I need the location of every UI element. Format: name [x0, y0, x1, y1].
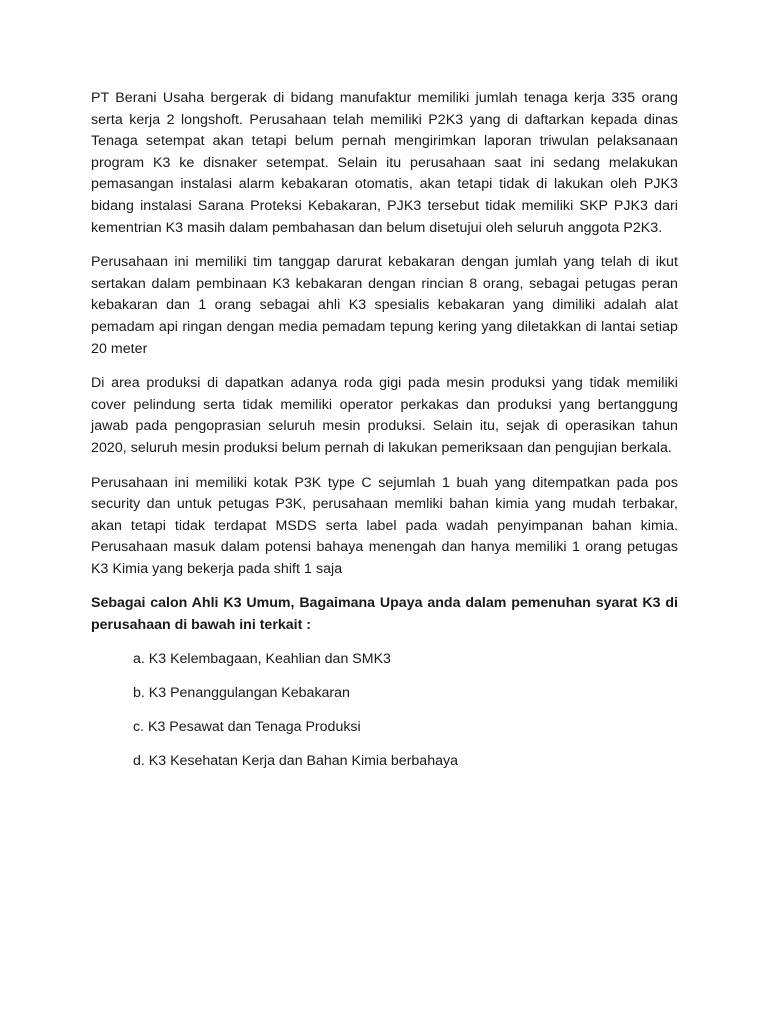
document-page: [91, 88, 678, 785]
paragraph-first-aid-chemicals: Perusahaan ini memiliki kotak P3K type C sejumlah 1 buah yang ditempatkan pada pos security dan untuk petugas P3K, perusahaan memliki bahan kimia yang mudah terbakar, akan tetapi tidak terdapat MSDS serta label pada wadah penyimpanan bahan kimia. Perusahaan masuk dalam potensi bahaya menengah dan hanya memiliki 1 orang petugas K3 Kimia yang bekerja pada shift 1 saja: [91, 474, 678, 577]
paragraph-fire-response: Perusahaan ini memiliki tim tanggap darurat kebakaran dengan jumlah yang telah di ikut sertakan dalam pembinaan K3 kebakaran dengan rincian 8 orang, sebagai petugas peran kebakaran dan 1 orang sebagai ahli K3 spesialis kebakaran yang dimiliki adalah alat pemadam api ringan dengan media pemadam tepung kering yang diletakkan di lantai setiap 20 meter: [91, 254, 678, 357]
paragraph-production-machinery: Di area produksi di dapatkan adanya roda gigi pada mesin produksi yang tidak memiliki cover pelindung serta tidak memiliki operator perkakas dan produksi yang bertanggung jawab pada pengoprasian seluruh mesin produksi. Selain itu, sejak di operasikan tahun 2020, seluruh mesin produksi belum pernah di lakukan pemeriksaan dan pengujian berkala.: [91, 375, 678, 456]
question-item: d. K3 Kesehatan Kerja dan Bahan Kimia berbahaya: [133, 752, 458, 769]
question-list: [91, 649, 678, 773]
question-item: a. K3 Kelembagaan, Keahlian dan SMK3: [133, 650, 391, 667]
question-item: c. K3 Pesawat dan Tenaga Produksi: [133, 718, 361, 735]
question-heading: Sebagai calon Ahli K3 Umum, Bagaimana Upaya anda dalam pemenuhan syarat K3 di perusahaan di bawah ini terkait :: [91, 595, 678, 634]
question-item: b. K3 Penanggulangan Kebakaran: [133, 684, 350, 701]
paragraph-company-overview: PT Berani Usaha bergerak di bidang manufaktur memiliki jumlah tenaga kerja 335 orang serta kerja 2 longshoft. Perusahaan telah memiliki P2K3 yang di daftarkan kepada dinas Tenaga setempat akan tetapi belum pernah mengirimkan laporan triwulan pelaksanaan program K3 ke disnaker setempat. Selain itu perusahaan saat ini sedang melakukan pemasangan instalasi alarm kebakaran otomatis, akan tetapi tidak di lakukan oleh PJK3 bidang instalasi Sarana Proteksi Kebakaran, PJK3 tersebut tidak memiliki SKP PJK3 dari kementrian K3 masih dalam pembahasan dan belum disetujui oleh seluruh anggota P2K3.: [91, 90, 678, 236]
